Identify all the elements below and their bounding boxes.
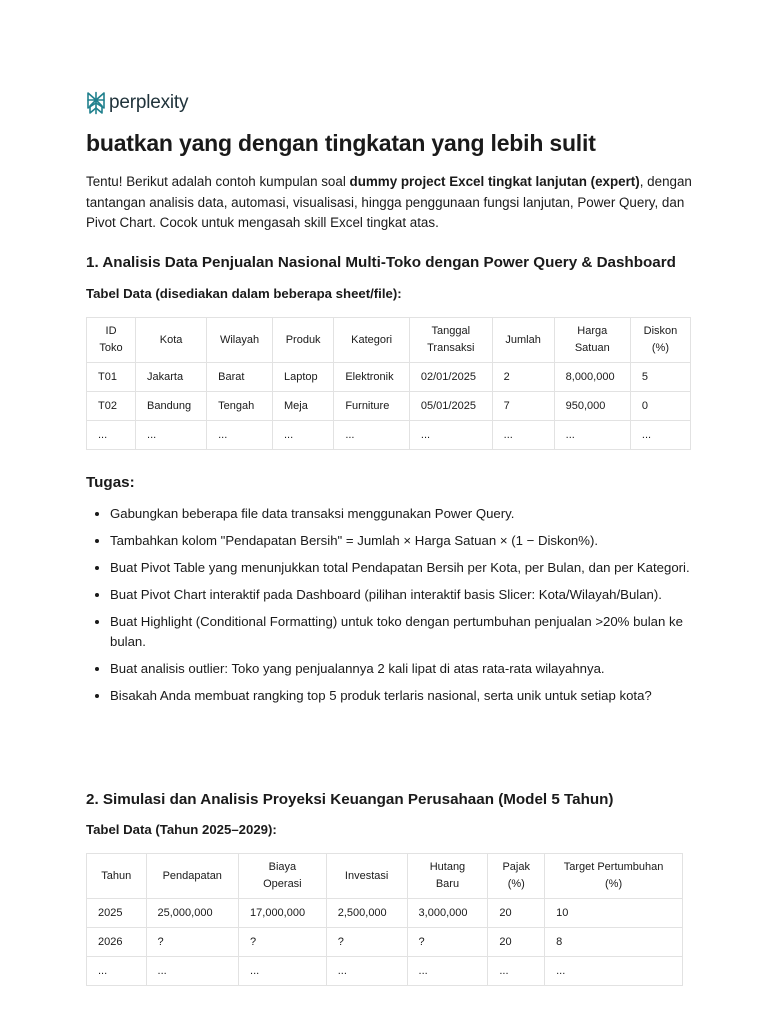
- column-header: Kategori: [334, 318, 410, 363]
- table-cell: ...: [545, 957, 683, 986]
- column-header: Pendapatan: [146, 854, 239, 899]
- table-cell: ...: [326, 957, 407, 986]
- table-cell: Bandung: [136, 392, 207, 421]
- list-item: • Gabungkan beberapa file data transaksi menggunakan Power Query.: [110, 504, 692, 524]
- table-header-row: [87, 854, 683, 899]
- table-cell: ?: [146, 928, 239, 957]
- section-2-heading: 2. Simulasi dan Analisis Proyeksi Keuangan Perusahaan (Model 5 Tahun): [86, 791, 614, 808]
- column-header: Pajak (%): [488, 854, 545, 899]
- intro-text-bold: dummy project Excel tingkat lanjutan (expert): [349, 174, 640, 189]
- table-cell: Elektronik: [334, 363, 410, 392]
- financial-projection-table: [86, 853, 683, 986]
- table-cell: ...: [407, 957, 488, 986]
- intro-text-end: , dengan tantangan analisis data, automasi, visualisasi, hingga penggunaan fungsi lanjutan, Power Query, dan Pivot Chart. Cocok untuk mengasah skill Excel tingkat atas.: [86, 174, 692, 230]
- list-item: • Buat Pivot Table yang menunjukkan total Pendapatan Bersih per Kota, per Bulan, dan per Kategori.: [110, 558, 692, 578]
- table-cell: 2026: [87, 928, 147, 957]
- section-1-table-caption: Tabel Data (disediakan dalam beberapa sheet/file):: [86, 286, 402, 301]
- table-cell: 17,000,000: [239, 899, 327, 928]
- table-cell: 05/01/2025: [409, 392, 492, 421]
- table-cell: ...: [554, 421, 630, 450]
- column-header: Produk: [272, 318, 333, 363]
- column-header: Biaya Operasi: [239, 854, 327, 899]
- table-cell: 25,000,000: [146, 899, 239, 928]
- column-header: Tanggal Transaksi: [409, 318, 492, 363]
- table-cell: ...: [272, 421, 333, 450]
- table-cell: Barat: [207, 363, 273, 392]
- table-cell: Laptop: [272, 363, 333, 392]
- column-header: Tahun: [87, 854, 147, 899]
- perplexity-logo-icon: [86, 91, 106, 115]
- table-cell: ...: [239, 957, 327, 986]
- table-cell: ...: [146, 957, 239, 986]
- table-cell: 02/01/2025: [409, 363, 492, 392]
- table-cell: 7: [492, 392, 554, 421]
- table-cell: ?: [407, 928, 488, 957]
- brand-header: [86, 90, 188, 116]
- table-cell: 8,000,000: [554, 363, 630, 392]
- table-cell: 8: [545, 928, 683, 957]
- column-header: Diskon (%): [630, 318, 690, 363]
- section-2-table-caption: Tabel Data (Tahun 2025–2029):: [86, 822, 277, 837]
- brand-name: perplexity: [109, 92, 189, 113]
- table-header-row: [87, 318, 691, 363]
- intro-paragraph: [86, 172, 692, 234]
- column-header: Wilayah: [207, 318, 273, 363]
- column-header: Kota: [136, 318, 207, 363]
- table-cell: ...: [136, 421, 207, 450]
- table-cell: ?: [239, 928, 327, 957]
- tasks-list: [86, 504, 692, 713]
- table-cell: T02: [87, 392, 136, 421]
- list-item: • Buat Pivot Chart interaktif pada Dashboard (pilihan interaktif basis Slicer: Kota/Wilayah/Bulan).: [110, 585, 692, 605]
- table-cell: ...: [207, 421, 273, 450]
- sales-data-table: [86, 317, 691, 450]
- table-cell: Tengah: [207, 392, 273, 421]
- table-cell: 3,000,000: [407, 899, 488, 928]
- column-header: Hutang Baru: [407, 854, 488, 899]
- table-cell: Meja: [272, 392, 333, 421]
- table-cell: ...: [87, 421, 136, 450]
- table-cell: Jakarta: [136, 363, 207, 392]
- table-row: [87, 928, 683, 957]
- page-title: buatkan yang dengan tingkatan yang lebih sulit: [86, 130, 596, 156]
- column-header: Jumlah: [492, 318, 554, 363]
- table-cell: 5: [630, 363, 690, 392]
- table-cell: 0: [630, 392, 690, 421]
- table-cell: 950,000: [554, 392, 630, 421]
- table-cell: ...: [492, 421, 554, 450]
- table-cell: ...: [409, 421, 492, 450]
- column-header: Target Pertumbuhan (%): [545, 854, 683, 899]
- table-cell: T01: [87, 363, 136, 392]
- column-header: ID Toko: [87, 318, 136, 363]
- table-cell: 2: [492, 363, 554, 392]
- table-cell: ...: [334, 421, 410, 450]
- table-cell: Furniture: [334, 392, 410, 421]
- section-1-heading: 1. Analisis Data Penjualan Nasional Multi-Toko dengan Power Query & Dashboard: [86, 254, 676, 271]
- table-cell: 2,500,000: [326, 899, 407, 928]
- intro-text-start: Tentu! Berikut adalah contoh kumpulan soal: [86, 174, 350, 189]
- column-header: Harga Satuan: [554, 318, 630, 363]
- tasks-heading: Tugas:: [86, 474, 135, 491]
- table-cell: 2025: [87, 899, 147, 928]
- table-cell: ?: [326, 928, 407, 957]
- table-row: [87, 957, 683, 986]
- column-header: Investasi: [326, 854, 407, 899]
- table-cell: 10: [545, 899, 683, 928]
- table-cell: 20: [488, 928, 545, 957]
- table-cell: ...: [630, 421, 690, 450]
- table-row: [87, 363, 691, 392]
- list-item: • Tambahkan kolom "Pendapatan Bersih" = Jumlah × Harga Satuan × (1 − Diskon%).: [110, 531, 692, 551]
- table-cell: ...: [488, 957, 545, 986]
- list-item: • Buat analisis outlier: Toko yang penjualannya 2 kali lipat di atas rata-rata wilayahnya.: [110, 659, 692, 679]
- table-row: [87, 392, 691, 421]
- list-item: • Buat Highlight (Conditional Formatting) untuk toko dengan pertumbuhan penjualan >20% bulan ke bulan.: [110, 612, 692, 652]
- table-row: [87, 421, 691, 450]
- list-item: • Bisakah Anda membuat rangking top 5 produk terlaris nasional, serta unik untuk setiap kota?: [110, 686, 692, 706]
- table-cell: 20: [488, 899, 545, 928]
- table-row: [87, 899, 683, 928]
- table-cell: ...: [87, 957, 147, 986]
